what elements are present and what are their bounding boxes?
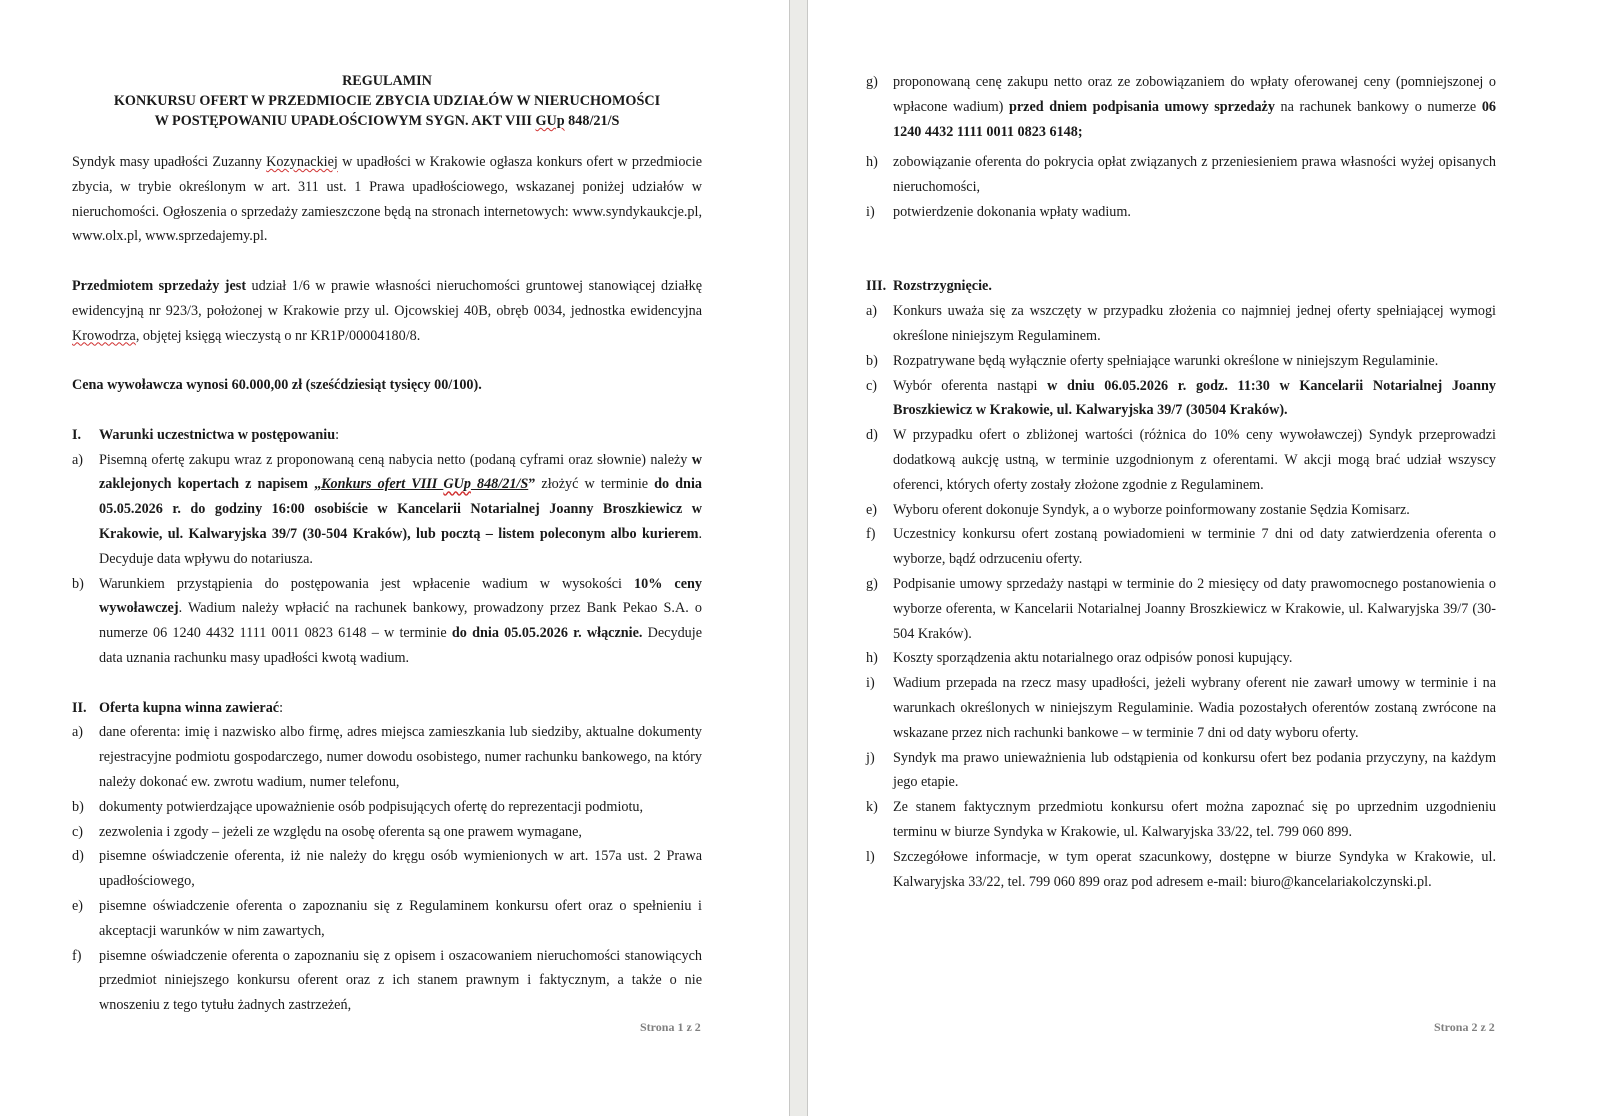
item-text	[893, 374, 1496, 424]
list-item	[866, 522, 1496, 572]
item-label: b)	[72, 798, 84, 815]
list-item	[72, 844, 702, 894]
item-bold-part: przed dniem podpisania umowy sprzedaży	[1008, 98, 1275, 115]
item-text	[99, 572, 702, 671]
item-label: c)	[866, 377, 878, 394]
item-label: g)	[866, 575, 878, 592]
item-label: h)	[866, 650, 878, 667]
list-item	[72, 448, 702, 572]
section-2-heading	[72, 696, 702, 721]
list-item	[866, 671, 1496, 745]
item-text-part: Wybór oferenta nastąpi	[893, 377, 1048, 394]
section-colon: :	[335, 426, 340, 443]
item-text: Koszty sporządzenia aktu notarialnego oraz odpisów ponosi kupujący.	[893, 650, 1293, 667]
item-text: pisemne oświadczenie oferenta, iż nie należy do kręgu osób wymienionych w art. 157a ust. 2 Prawa upadłościowego,	[99, 848, 702, 890]
document-title	[72, 71, 702, 131]
document-page-2	[808, 0, 1598, 1116]
list-item	[866, 423, 1496, 497]
item-label: k)	[866, 799, 878, 816]
list-item	[72, 820, 702, 845]
list-item	[866, 299, 1496, 349]
intro-paragraph	[72, 150, 702, 249]
item-text: Wyboru oferent dokonuje Syndyk, a o wyborze poinformowany zostanie Sędzia Komisarz.	[893, 501, 1410, 518]
item-bold-part: do dnia 05.05.2026 r. do godziny 16:00 osobiście w Kancelarii Notarialnej Joanny Broszkiewicz w Krakowie, ul. Kalwaryjska 39/7 (30-504 Kraków), lub pocztą – listem poleconym albo kurierem	[99, 476, 702, 542]
item-text: pisemne oświadczenie oferenta o zapoznaniu się z Regulaminem konkursu ofert oraz o spełnieniu i akceptacji warunków w nim zawartych,	[99, 897, 702, 939]
item-text: Ze stanem faktycznym przedmiotu konkursu ofert można zapoznać się po uprzednim uzgodnieniu terminu w biurze Syndyka w Krakowie, ul. Kalwaryjska 33/22, tel. 799 060 899.	[893, 799, 1496, 840]
section-colon: :	[279, 699, 284, 716]
item-text: Podpisanie umowy sprzedaży nastąpi w terminie do 2 miesięcy od daty prawomocnego postanowienia o wyborze oferenta, w Kancelarii Notarialnej Joanny Broszkiewicz w Krakowie, ul. Kalwaryjska 39/7 (30-504 Kraków).	[893, 575, 1496, 642]
title-line-3-text: W POSTĘPOWANIU UPADŁOŚCIOWYM SYGN. AKT VIII	[154, 113, 536, 129]
item-label: e)	[866, 501, 878, 518]
envelope-label-end: 848/21/S	[470, 476, 529, 493]
title-line-2: KONKURSU OFERT W PRZEDMIOCIE ZBYCIA UDZIAŁÓW W NIERUCHOMOŚCI	[113, 93, 661, 109]
intro-text-1: Syndyk masy upadłości Zuzanny	[72, 154, 267, 170]
item-label: h)	[866, 154, 878, 171]
section-number: II.	[72, 699, 87, 716]
spellcheck-word[interactable]: Kozynackiej	[266, 154, 338, 170]
item-bold-part: 10% ceny wywoławczej	[99, 575, 702, 617]
item-label: f)	[866, 526, 876, 543]
item-label: b)	[866, 352, 878, 369]
list-item	[866, 200, 1496, 225]
item-text: W przypadku ofert o zbliżonej wartości (różnica do 10% ceny wywoławczej) Syndyk przeprowadzi dodatkową aukcję ustną, w terminie uzgodnionym z oferentami. W akcji mogą brać udział wszyscy oferenci, których oferty zostały złożone zgodnie z Regulaminem.	[893, 427, 1496, 493]
item-text: zezwolenia i zgody – jeżeli ze względu na osobę oferenta są one prawem wymagane,	[99, 823, 582, 840]
item-text-part: Warunkiem przystąpienia do postępowania jest wpłacenie wadium w wysokości	[99, 575, 634, 592]
item-text: dokumenty potwierdzające upoważnienie osób podpisujących ofertę do reprezentacji podmiotu,	[99, 798, 644, 815]
item-text-part: proponowaną cenę zakupu netto oraz ze zobowiązaniem do wpłaty oferowanej ceny (pomniejszonej o wpłacone wadium)	[893, 74, 1496, 115]
subject-text-2: , objętej księgą wieczystą o nr KR1P/00004180/8.	[135, 327, 421, 344]
list-item	[72, 894, 702, 944]
page-separator	[789, 0, 808, 1116]
item-label: g)	[866, 74, 878, 90]
item-text: Uczestnicy konkursu ofert zostaną powiadomieni w terminie 7 dni od daty zatwierdzenia oferenta o wyborze, bądź odrzuceniu oferty.	[893, 526, 1496, 568]
starting-price: Cena wywoławcza wynosi 60.000,00 zł (sześćdziesiąt tysięcy 00/100).	[72, 377, 482, 394]
item-text-part: . Wadium należy wpłacić na rachunek bankowy, prowadzony przez Bank Pekao S.A. o numerze 06 1240 4432 1111 0011 0823 6148 – w terminie	[99, 600, 702, 642]
item-text-part: Decyduje data uznania rachunku masy upadłości kwotą wadium.	[99, 625, 702, 666]
item-text-part: Pisemną ofertę zakupu wraz z proponowaną ceną nabycia netto (podaną cyframi oraz słownie) należy	[99, 451, 692, 468]
item-label: i)	[866, 203, 875, 220]
spellcheck-word[interactable]: GUp	[535, 113, 565, 129]
list-item	[866, 845, 1496, 895]
page-1-content	[72, 70, 702, 1018]
item-label: i)	[866, 675, 875, 692]
section-title: Warunki uczestnictwa w postępowaniu	[99, 426, 336, 443]
item-text: zobowiązanie oferenta do pokrycia opłat związanych z przeniesieniem prawa własności wyżej opisanych nieruchomości,	[893, 154, 1496, 196]
item-bold-part: w zaklejonych kopertach z napisem	[99, 451, 702, 493]
item-bold-part: do dnia 05.05.2026 r. włącznie.	[451, 625, 643, 642]
item-text: dane oferenta: imię i nazwisko albo firmę, adres miejsca zamieszkania lub siedziby, aktualne dokumenty rejestracyjne podmiotu gospodarczego, numer dowodu osobistego, numer rachunku bankowego, na który należy dokonać ew. zwrotu wadium, numer telefonu,	[99, 724, 702, 790]
list-item	[866, 498, 1496, 523]
list-item	[866, 70, 1496, 144]
page-footer: Strona 1 z 2	[640, 1020, 701, 1034]
page-footer: Strona 2 z 2	[1434, 1020, 1495, 1034]
title-line-3-end: 848/21/S	[564, 113, 620, 129]
item-text: Syndyk ma prawo unieważnienia lub odstąpienia od konkursu ofert bez podania przyczyny, na każdym jego etapie.	[893, 749, 1496, 791]
item-text: Szczegółowe informacje, w tym operat szacunkowy, dostępne w biurze Syndyka w Krakowie, ul. Kalwaryjska 33/22, tel. 799 060 899 oraz pod adresem e-mail: biuro@kancelariakolczynski.pl.	[893, 848, 1496, 890]
subject-bold: Przedmiotem sprzedaży jest	[72, 277, 247, 294]
item-label: d)	[866, 427, 878, 444]
section-number: III.	[866, 278, 887, 295]
item-text: Rozpatrywane będą wyłącznie oferty spełniające warunki określone w niniejszym Regulaminie.	[893, 352, 1439, 369]
item-label: b)	[72, 575, 84, 592]
spellcheck-word[interactable]: GUp	[443, 476, 471, 493]
section-1-heading	[72, 423, 702, 448]
section-title: Oferta kupna winna zawierać	[99, 699, 280, 716]
envelope-label: Konkurs ofert VIII	[321, 476, 444, 493]
item-bold-part: w dniu 06.05.2026 r. godz. 11:30 w Kancelarii Notarialnej Joanny Broszkiewicz w Krakowie, ul. Kalwaryjska 39/7 (30504 Kraków).	[893, 377, 1496, 419]
item-text: potwierdzenie dokonania wpłaty wadium.	[893, 203, 1131, 220]
intro-text-2: w upadłości w Krakowie ogłasza konkurs ofert w przedmiocie zbycia, w trybie określonym w art. 311 ust. 1 Prawa upadłościowego, wskazanej poniżej udziałów w nieruchomości. Ogłoszenia o sprzedaży zamieszczone będą na stronach internetowych: www.syndykaukcje.pl, www.olx.pl, www.sprzedajemy.pl.	[72, 154, 702, 245]
page-2-content	[866, 70, 1496, 894]
item-label: f)	[72, 947, 82, 964]
item-text-part: na rachunek bankowy o numerze	[1274, 98, 1482, 115]
list-item	[866, 746, 1496, 796]
item-text: Konkurs uważa się za wszczęty w przypadku złożenia co najmniej jednej oferty spełniającej wymogi określone niniejszym Regulaminem.	[893, 303, 1496, 344]
bank-account-number: 06 1240 4432 1111 0011 0823 6148;	[893, 98, 1497, 140]
list-item	[866, 646, 1496, 671]
item-label: a)	[866, 303, 878, 320]
quote-open: „	[313, 476, 322, 493]
item-text: Wadium przepada na rzecz masy upadłości, jeżeli wybrany oferent nie zawarł umowy w terminie i na warunkach określonych w niniejszym Regulaminie. Wadia pozostałych oferentów zostaną zwrócone na wskazane przez nich rachunki bankowe – w terminie 7 dni od daty wyboru oferty.	[893, 675, 1496, 741]
subject-paragraph	[72, 274, 702, 348]
section-3-heading	[866, 274, 1496, 299]
title-line-3	[72, 111, 702, 131]
list-item	[72, 944, 702, 1018]
list-item	[72, 720, 702, 794]
item-text-part: złożyć w terminie	[535, 476, 655, 493]
title-line-1: REGULAMIN	[342, 73, 432, 89]
list-item	[866, 795, 1496, 845]
subject-text: udział 1/6 w prawie własności nieruchomości gruntowej stanowiącej działkę ewidencyjną nr 923/3, położonej w Krakowie przy ul. Ojcowskiej 40B, obręb 0034, jednostka ewidencyjna	[72, 277, 702, 319]
list-item	[72, 572, 702, 671]
item-label: j)	[866, 749, 875, 766]
list-item	[866, 374, 1496, 424]
list-item	[866, 150, 1496, 200]
item-text	[893, 70, 1496, 144]
item-text	[99, 448, 702, 572]
section-number: I.	[72, 426, 82, 443]
item-text-part: . Decyduje data wpływu do notariusza.	[99, 525, 702, 567]
section-title: Rozstrzygnięcie.	[893, 278, 992, 295]
spellcheck-word[interactable]: Krowodrza	[72, 327, 136, 344]
document-page-1	[0, 0, 789, 1116]
list-item	[72, 795, 702, 820]
list-item	[866, 349, 1496, 374]
item-label: a)	[72, 724, 84, 741]
item-label: l)	[866, 848, 875, 865]
list-item	[866, 572, 1496, 646]
quote-close: ”	[528, 476, 536, 493]
item-text: pisemne oświadczenie oferenta o zapoznaniu się z opisem i oszacowaniem nieruchomości stanowiących przedmiot niniejszego konkursu oferent oraz z ich stanem prawnym i faktycznym, a także o nie wnoszeniu z tego tytułu żadnych zastrzeżeń,	[99, 947, 702, 1014]
item-label: a)	[72, 451, 84, 468]
item-label: c)	[72, 823, 84, 840]
item-label: d)	[72, 848, 84, 865]
item-label: e)	[72, 897, 84, 914]
